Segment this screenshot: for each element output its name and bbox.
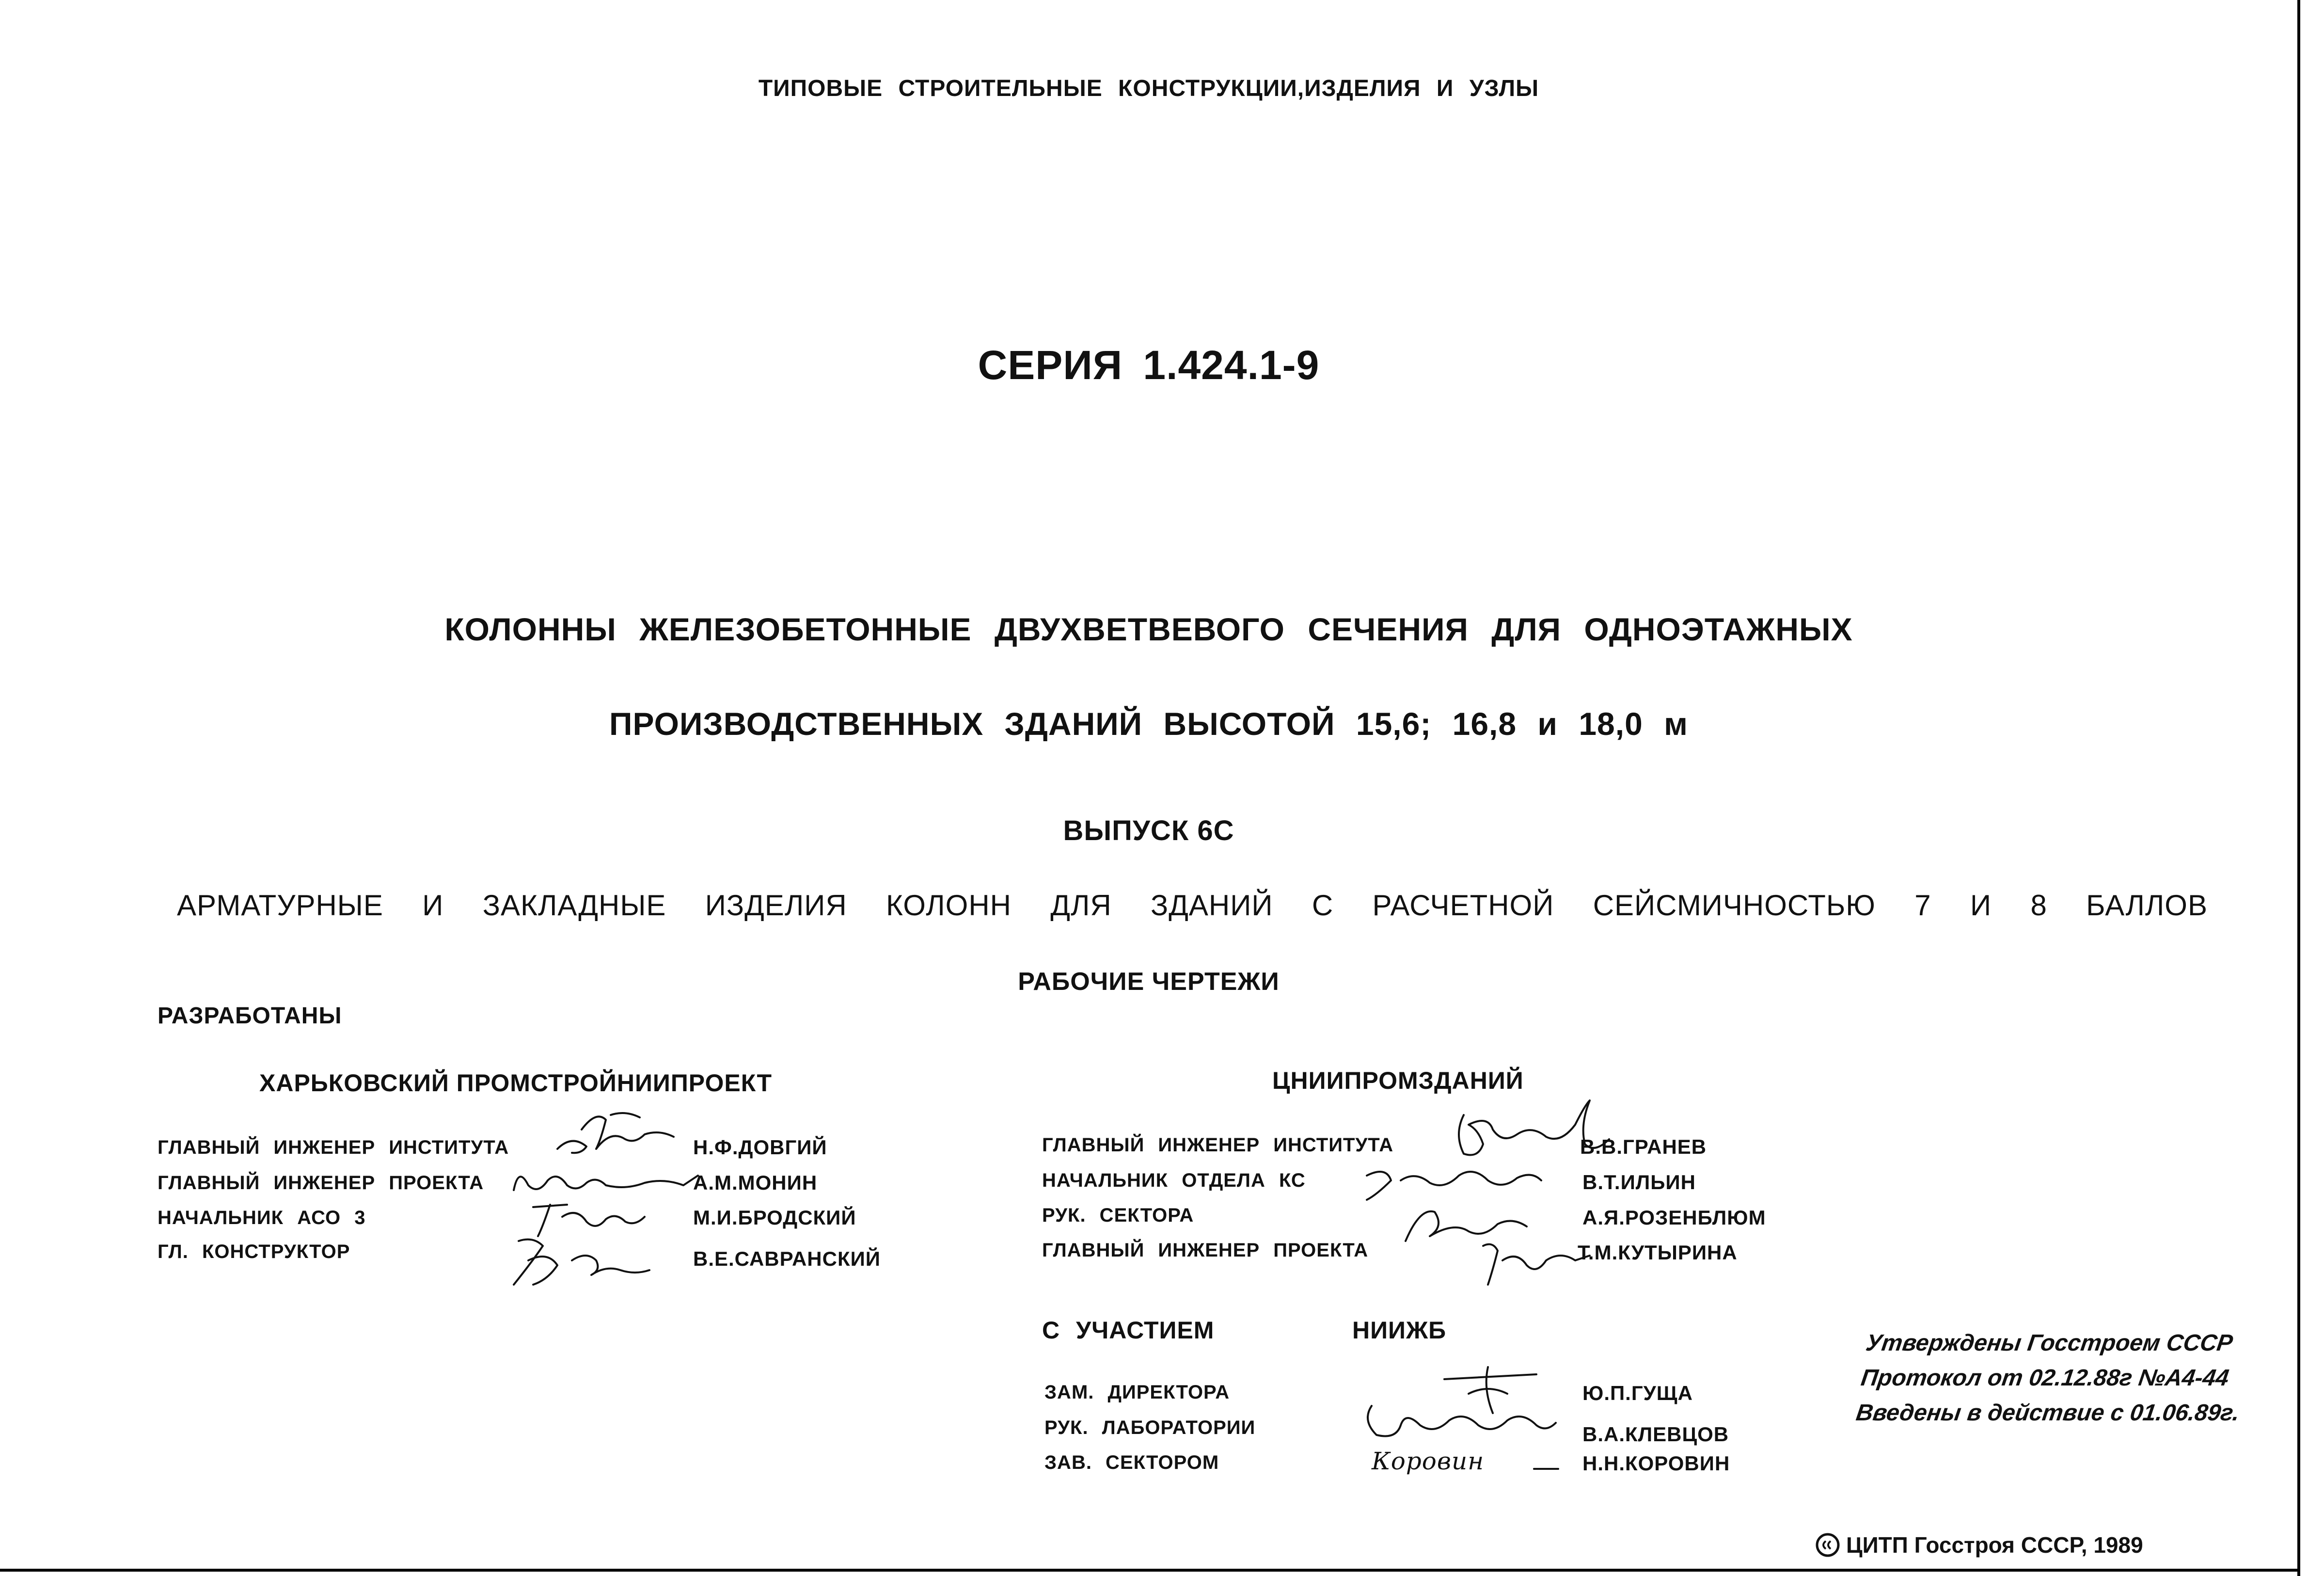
approval-note [1854,1326,2252,1431]
signature-korovin: Коровин [1372,1447,1485,1475]
signature-dash [1532,1464,1561,1474]
signature-savransky [504,1231,664,1294]
org-right-role-1: ГЛАВНЫЙ ИНЖЕНЕР ИНСТИТУТА [1042,1134,1394,1156]
signature-monin [509,1156,703,1200]
header-title: ТИПОВЫЕ СТРОИТЕЛЬНЫЕ КОНСТРУКЦИИ,ИЗДЕЛИЯ И УЗЛЫ [758,76,1539,101]
participation-role-2: РУК. ЛАБОРАТОРИИ [1044,1417,1256,1438]
org-right-name: ЦНИИПРОМЗДАНИЙ [1272,1067,1524,1094]
copyright [1815,1532,2143,1558]
approval-line-2: Протокол от 02.12.88г №А4-44 [1859,1365,2231,1391]
participation-role-3: ЗАВ. СЕКТОРОМ [1044,1452,1219,1473]
issue-number: ВЫПУСК 6С [1063,815,1234,846]
signature-dovgiy [553,1100,698,1163]
org-left-role-1: ГЛАВНЫЙ ИНЖЕНЕР ИНСТИТУТА [158,1137,509,1158]
copyright-text: ЦИТП Госстроя СССР, 1989 [1846,1532,2143,1558]
org-right-name-1: В.В.ГРАНЕВ [1580,1135,1707,1158]
working-drawings-label: РАБОЧИЕ ЧЕРТЕЖИ [1018,968,1280,996]
participation-org: НИИЖБ [1352,1317,1447,1344]
org-right-role-3: РУК. СЕКТОРА [1042,1205,1194,1226]
org-left-name-3: М.И.БРОДСКИЙ [693,1206,856,1229]
signature-klevtsov [1357,1396,1561,1445]
developed-label: РАЗРАБОТАНЫ [158,1003,342,1029]
issue-subtitle: АРМАТУРНЫЕ И ЗАКЛАДНЫЕ ИЗДЕЛИЯ КОЛОНН ДЛЯ ЗДАНИЙ С РАСЧЕТНОЙ СЕЙСМИЧНОСТЬЮ 7 И 8 БАЛЛОВ [177,889,2208,922]
org-left-role-2: ГЛАВНЫЙ ИНЖЕНЕР ПРОЕКТА [158,1172,484,1194]
approval-line-1: Утверждены Госстроем СССР [1864,1330,2234,1356]
org-left-name-2: А.М.МОНИН [693,1171,818,1194]
org-left-name-4: В.Е.САВРАНСКИЙ [693,1247,881,1270]
org-right-role-2: НАЧАЛЬНИК ОТДЕЛА КС [1042,1170,1306,1191]
org-left-role-3: НАЧАЛЬНИК АСО 3 [158,1207,366,1228]
frame-border-bottom [0,1569,2300,1572]
signature-granev [1449,1096,1624,1163]
participation-name-3: Н.Н.КОРОВИН [1582,1452,1730,1475]
approval-line-3: Введены в действие с 01.06.89г. [1854,1400,2242,1426]
participation-role-1: ЗАМ. ДИРЕКТОРА [1044,1382,1230,1403]
org-left-name-1: Н.Ф.ДОВГИЙ [693,1136,827,1159]
org-right-role-4: ГЛАВНЫЙ ИНЖЕНЕР ПРОЕКТА [1042,1240,1369,1261]
org-right-name-4: Т.М.КУТЫРИНА [1578,1241,1738,1264]
frame-border-right [2297,0,2300,1576]
participation-name-1: Ю.П.ГУЩА [1582,1382,1693,1404]
copyright-icon [1815,1532,1840,1558]
document-title-line-1: КОЛОННЫ ЖЕЛЕЗОБЕТОННЫЕ ДВУХВЕТВЕВОГО СЕЧЕНИЯ ДЛЯ ОДНОЭТАЖНЫХ [444,611,1853,647]
org-right-name-2: В.Т.ИЛЬИН [1582,1171,1696,1194]
document-title-line-2: ПРОИЗВОДСТВЕННЫХ ЗДАНИЙ ВЫСОТОЙ 15,6; 16,8 и 18,0 м [609,706,1688,742]
participation-name-2: В.А.КЛЕВЦОВ [1582,1423,1729,1446]
org-left-name: ХАРЬКОВСКИЙ ПРОМСТРОЙНИИПРОЕКТ [259,1069,773,1097]
signature-kutyrina [1478,1236,1595,1289]
series-number: СЕРИЯ 1.424.1-9 [978,342,1320,388]
org-left-role-4: ГЛ. КОНСТРУКТОР [158,1241,350,1262]
org-right-name-3: А.Я.РОЗЕНБЛЮМ [1582,1206,1766,1229]
participation-label: С УЧАСТИЕМ [1042,1317,1215,1344]
